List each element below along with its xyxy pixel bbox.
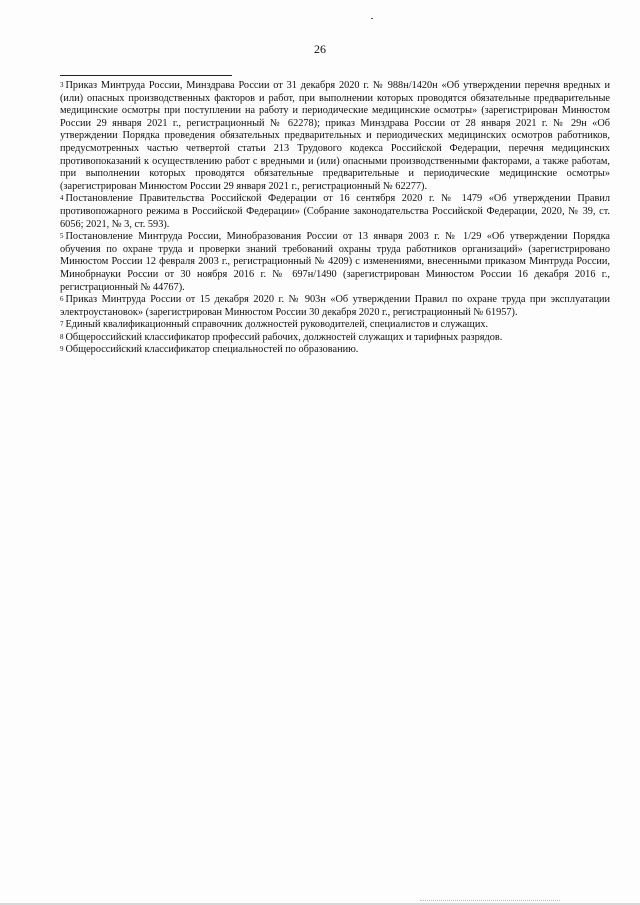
footnote-text: Постановление Минтруда России, Минобразования России от 13 января 2003 г. № 1/29 «Об утверждении Порядка обучения по охране труда и проверки знаний требований охраны труда работников организаций» (зарегистрировано Минюстом России 12 февраля 2003 г., регистрационный № 4209) с изменениями, внесенными приказом Минтруда России, Минобрнауки России от 30 ноября 2016 г. № 697н/1490 (зарегистрирован Минюстом России 16 декабря 2016 г., регистрационный № 44767). — [60, 231, 610, 293]
footnote-marker: 3 — [60, 81, 64, 89]
footnote-text: Единый квалификационный справочник должностей руководителей, специалистов и служащих. — [65, 319, 489, 331]
footnote-marker: 5 — [60, 232, 64, 241]
footnote-marker: 8 — [60, 332, 64, 341]
page-number: 26 — [314, 42, 326, 56]
footnote-4 — [60, 193, 610, 231]
footnote-text: Общероссийский классификатор специальностей по образованию. — [65, 344, 359, 356]
footnote-6 — [60, 294, 610, 319]
footnote-text: Общероссийский классификатор профессий рабочих, должностей служащих и тарифных разрядов. — [65, 331, 503, 343]
footnote-5 — [60, 231, 610, 294]
footnote-text: Постановление Правительства Российской Федерации от 16 сентября 2020 г. № 1479 «Об утверждении Правил противопожарного режима в Российской Федерации» (Собрание законодательства Российской Федерации, 2020, № 39, ст. 6056; 2021, № 3, ст. 593). — [60, 193, 610, 230]
footnote-text: Приказ Минтруда России, Минздрава России от 31 декабря 2020 г. № 988н/1420н «Об утверждении перечня вредных и (или) опасных производственных факторов и работ, при выполнении которых проводятся обязательные предварительные медицинские осмотры при поступлении на работу и периодические медицинские осмотры» (зарегистрирован Минюстом России 29 января 2021 г., регистрационный № 62278); приказ Минздрава России от 28 января 2021 г. № 29н «Об утверждении Порядка проведения обязательных предварительных и периодических медицинских осмотров работников, предусмотренных частью четвертой статьи 213 Трудового кодекса Российской Федерации, перечня медицинских противопоказаний к осуществлению работ с вредными и (или) опасными производственными факторами, а также работам, при выполнении которых проводятся обязательные предварительные и периодические медицинские осмотры» (зарегистрирован Минюстом России 29 января 2021 г., регистрационный № 62277). — [60, 80, 610, 192]
footnote-3 — [60, 80, 610, 193]
scan-speck — [371, 18, 373, 19]
footnote-7 — [60, 319, 610, 332]
footnote-marker: 9 — [60, 345, 64, 354]
footnote-marker: 4 — [60, 194, 64, 203]
footnote-marker: 7 — [60, 320, 64, 329]
scan-artifact-line — [420, 900, 560, 901]
footnote-text: Приказ Минтруда России от 15 декабря 2020 г. № 903н «Об утверждении Правил по охране труда при эксплуатации электроустановок» (зарегистрирован Минюстом России 30 декабря 2020 г., регистрационный № 61957). — [60, 294, 610, 318]
footnote-9 — [60, 344, 610, 357]
footnote-separator — [60, 75, 232, 76]
footnote-marker: 6 — [60, 295, 64, 304]
footnotes-list — [60, 80, 610, 357]
footnote-8 — [60, 332, 610, 345]
